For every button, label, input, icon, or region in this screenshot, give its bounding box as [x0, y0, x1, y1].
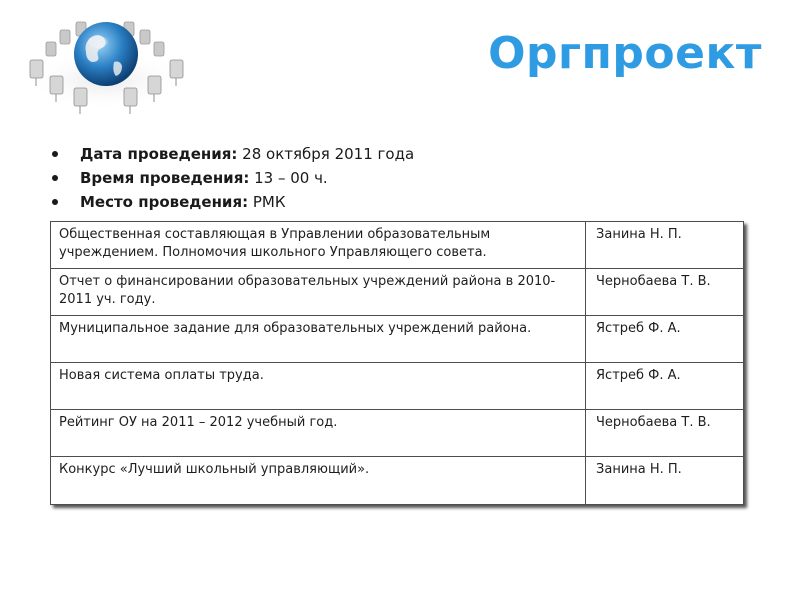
bullet-dot-icon: [52, 199, 58, 205]
info-label: Место проведения:: [80, 193, 249, 211]
agenda-topic: Общественная составляющая в Управлении образовательным учреждением. Полномочия школьного Управляющего совета.: [51, 222, 586, 269]
table-row: [51, 269, 744, 316]
list-item: [48, 190, 414, 214]
bullet-dot-icon: [52, 151, 58, 157]
info-value: 28 октября 2011 года: [237, 145, 415, 163]
info-value: 13 – 00 ч.: [249, 169, 328, 187]
agenda-topic: Муниципальное задание для образовательных учреждений района.: [51, 316, 586, 363]
bullet-dot-icon: [52, 175, 58, 181]
info-label: Время проведения:: [80, 169, 250, 187]
table-row: [51, 457, 744, 505]
page-title: Оргпроект: [488, 28, 762, 79]
agenda-speaker: Занина Н. П.: [586, 457, 744, 505]
info-label: Дата проведения:: [80, 145, 238, 163]
agenda-topic: Конкурс «Лучший школьный управляющий».: [51, 457, 586, 505]
table-row: [51, 222, 744, 269]
agenda-speaker: Чернобаева Т. В.: [586, 410, 744, 457]
agenda-topic: Рейтинг ОУ на 2011 – 2012 учебный год.: [51, 410, 586, 457]
list-item: [48, 166, 414, 190]
table-row: [51, 316, 744, 363]
agenda-speaker: Ястреб Ф. А.: [586, 363, 744, 410]
table-row: [51, 363, 744, 410]
globe-chairs-icon: [20, 8, 195, 118]
agenda-table: [50, 221, 744, 505]
meeting-info-list: [48, 142, 414, 214]
agenda-topic: Новая система оплаты труда.: [51, 363, 586, 410]
agenda-speaker: Занина Н. П.: [586, 222, 744, 269]
info-value: РМК: [248, 193, 286, 211]
table-row: [51, 410, 744, 457]
agenda-speaker: Ястреб Ф. А.: [586, 316, 744, 363]
list-item: [48, 142, 414, 166]
agenda-topic: Отчет о финансировании образовательных учреждений района в 2010-2011 уч. году.: [51, 269, 586, 316]
agenda-speaker: Чернобаева Т. В.: [586, 269, 744, 316]
